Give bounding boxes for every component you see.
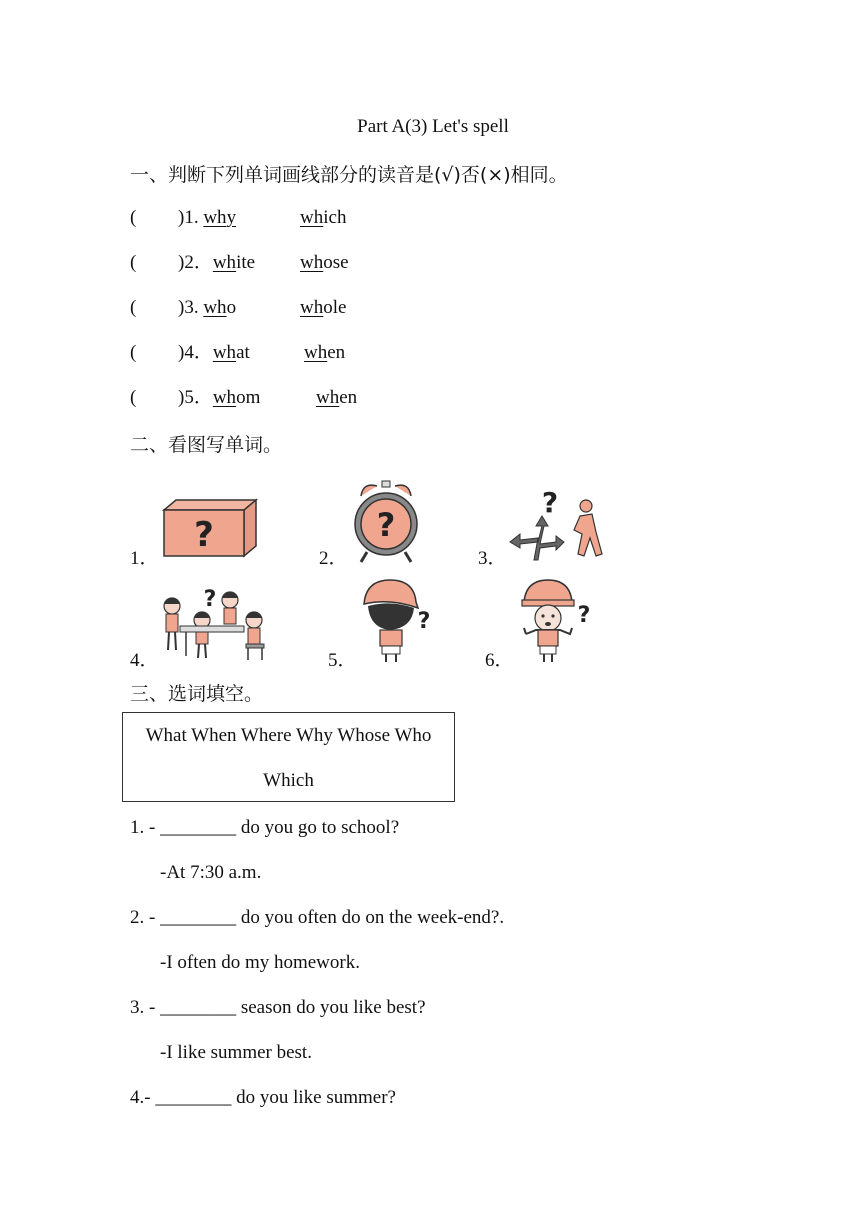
picture-label-4: 4．: [130, 650, 159, 671]
item-number: )5．: [178, 387, 213, 408]
answer-paren[interactable]: (: [130, 207, 137, 228]
crossroads-person-icon: [508, 486, 604, 562]
question-mark: ?: [203, 587, 217, 612]
judge-item-3-num: [178, 295, 236, 321]
judge-item-1-num: [178, 205, 236, 231]
word-b-underlined: wh: [300, 252, 324, 273]
word-a-underlined: wh: [212, 252, 237, 273]
child-back-icon: [360, 578, 436, 664]
judge-item-1: [130, 205, 136, 231]
judge-item-2-word-b: [300, 250, 349, 276]
question-mark: ?: [376, 506, 396, 544]
answer-paren[interactable]: (: [130, 297, 137, 318]
children-group-icon: [158, 586, 270, 662]
word-b-rest: ich: [323, 207, 347, 228]
answer-paren[interactable]: (: [130, 387, 137, 408]
word-b-underlined: wh: [300, 297, 324, 318]
item-number: )4．: [178, 342, 213, 363]
box-question-icon: [160, 498, 260, 560]
word-bank-box: [122, 712, 455, 802]
judge-item-3-word-b: [300, 295, 346, 321]
word-b-rest: en: [327, 342, 346, 363]
word-b-underlined: wh: [300, 207, 324, 228]
word-a-underlined: wh: [203, 297, 227, 318]
picture-label-1: 1．: [130, 548, 159, 569]
word-bank-line-1: What When Where Why Whose Who: [145, 725, 432, 746]
fill-question-4[interactable]: 4.- ________ do you like summer?: [130, 1087, 396, 1108]
picture-label-5: 5．: [328, 650, 357, 671]
word-a-underlined: wh: [212, 387, 237, 408]
answer-paren[interactable]: (: [130, 252, 137, 273]
word-a-rest: om: [236, 387, 261, 408]
judge-item-3: [130, 295, 136, 321]
word-a-rest: ite: [236, 252, 256, 273]
word-b-underlined: wh: [316, 387, 340, 408]
fill-answer-3: -I like summer best.: [160, 1042, 312, 1063]
section3-heading: 三、选词填空。: [130, 683, 264, 705]
answer-paren[interactable]: (: [130, 342, 137, 363]
word-bank-line-2: Which: [263, 770, 314, 791]
word-a-underlined: y: [226, 207, 237, 228]
word-b-rest: ose: [323, 252, 349, 273]
picture-label-2: 2．: [319, 548, 348, 569]
picture-label-6: 6．: [485, 650, 514, 671]
judge-item-4: [130, 340, 136, 366]
question-mark: ?: [541, 486, 559, 519]
word-a-rest: o: [226, 297, 237, 318]
fill-answer-2: -I often do my homework.: [160, 952, 360, 973]
fill-question-2[interactable]: 2. - ________ do you often do on the week-end?.: [130, 907, 505, 928]
alarm-clock-icon: [353, 478, 419, 564]
word-a-underlined: wh: [212, 342, 237, 363]
word-a-underlined: wh: [203, 207, 227, 228]
word-b-rest: en: [339, 387, 358, 408]
judge-item-4-num: [178, 340, 250, 366]
judge-item-2-num: [178, 250, 255, 276]
fill-question-1[interactable]: 1. - ________ do you go to school?: [130, 817, 400, 838]
word-a-rest: at: [236, 342, 250, 363]
fill-answer-1: -At 7:30 a.m.: [160, 862, 262, 883]
judge-item-5-num: [178, 385, 260, 411]
word-b-rest: ole: [323, 297, 347, 318]
item-number: )1.: [178, 207, 204, 228]
item-number: )2．: [178, 252, 213, 273]
judge-item-1-word-b: [300, 205, 346, 231]
section2-heading: 二、看图写单词。: [130, 434, 283, 456]
judge-item-4-word-b: [304, 340, 345, 366]
section1-heading: 一、判断下列单词画线部分的读音是(√)否(×)相同。: [130, 164, 568, 186]
question-mark: ?: [577, 603, 591, 628]
judge-item-5-word-b: [316, 385, 357, 411]
fill-question-3[interactable]: 3. - ________ season do you like best?: [130, 997, 426, 1018]
word-b-underlined: wh: [304, 342, 328, 363]
page-title: Part A(3) Let's spell: [357, 116, 509, 137]
question-mark: ?: [417, 609, 431, 634]
item-number: )3.: [178, 297, 204, 318]
judge-item-5: [130, 385, 136, 411]
question-mark: ?: [194, 515, 214, 555]
judge-item-2: [130, 250, 136, 276]
picture-label-3: 3．: [478, 548, 507, 569]
child-shrug-icon: [516, 578, 596, 664]
